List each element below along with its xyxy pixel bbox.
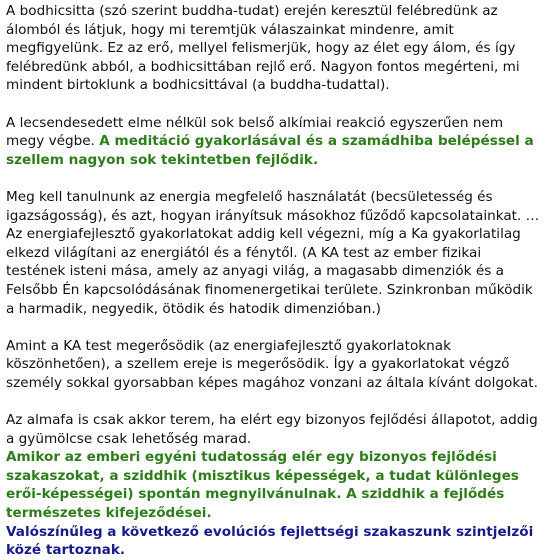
paragraph-energy-text: Meg kell tanulnunk az energia megfelelő használatát (becsületesség és igazságosság), és azt, hogyan irányítsuk másokhoz fűződő kapcsolatainkat. …Az energiafejlesztő gyakorlatokat addig kell végezni, míg a Ka gyakorlatilag elkezd világítani az energiától és a fénytől. (A KA test az ember fizikai testének isteni mása, amely az anyagi világ, a magasabb dimenziók és a Felsőbb Én kapcsolódásának finomenergetikai területe. Szinkronban működik a harmadik, negyedik, ötödik és hatodik dimenzióban.) bbox=[6, 188, 540, 317]
siddhi-highlight: Amikor az emberi egyéni tudatosság elér egy bizonyos fejlődési szakaszokat, a sziddhik (misztikus képességek, a tudat különleges erői-képességei) spontán megnyilvánulnak. A sziddhik a fejlődés természetes kifejeződései. bbox=[6, 449, 519, 522]
paragraph-apple-tree bbox=[6, 411, 540, 560]
evolution-highlight: Valószínűleg a következő evolúciós fejlettségi szakaszunk szintjelzői közé tartoznak. bbox=[6, 523, 534, 559]
paragraph-energy bbox=[6, 188, 540, 318]
paragraph-meditation bbox=[6, 114, 540, 170]
document-body bbox=[6, 2, 540, 560]
paragraph-bodhicsitta-text: A bodhicsitta (szó szerint buddha-tudat) erején keresztül felébredünk az álomból és látjuk, hogy mi teremtjük válaszainkat mindenre, amit megfigyelünk. Ez az erő, mellyel felismerjük, hogy az élet egy álom, és így felébredünk abból, a bodhicsittában rejlő erő. Nagyon fontos megérteni, mi mindent birtoklunk a bodhicsittával (a buddha-tudattal). bbox=[6, 3, 520, 94]
paragraph-ka-body-text: Amint a KA test megerősödik (az energiafejlesztő gyakorlatoknak köszönhetően), a szellem ereje is megerősödik. Így a gyakorlatokat végző személy sokkal gyorsabban képes magához vonzani az általa kívánt dolgokat. bbox=[6, 337, 538, 391]
paragraph-bodhicsitta bbox=[6, 2, 540, 95]
paragraph-meditation-text: A lecsendesedett elme nélkül sok belső alkímiai reakció egyszerűen nem megy végbe. bbox=[6, 114, 504, 150]
paragraph-apple-tree-text: Az almafa is csak akkor terem, ha elért egy bizonyos fejlődési állapotot, addig a gyümölcse csak lehetőség marad. bbox=[6, 412, 538, 447]
paragraph-ka-body bbox=[6, 337, 540, 393]
meditation-highlight: A meditáció gyakorlásával és a szamádhiba belépéssel a szellem nagyon sok tekintetben fejlődik. bbox=[6, 133, 534, 168]
